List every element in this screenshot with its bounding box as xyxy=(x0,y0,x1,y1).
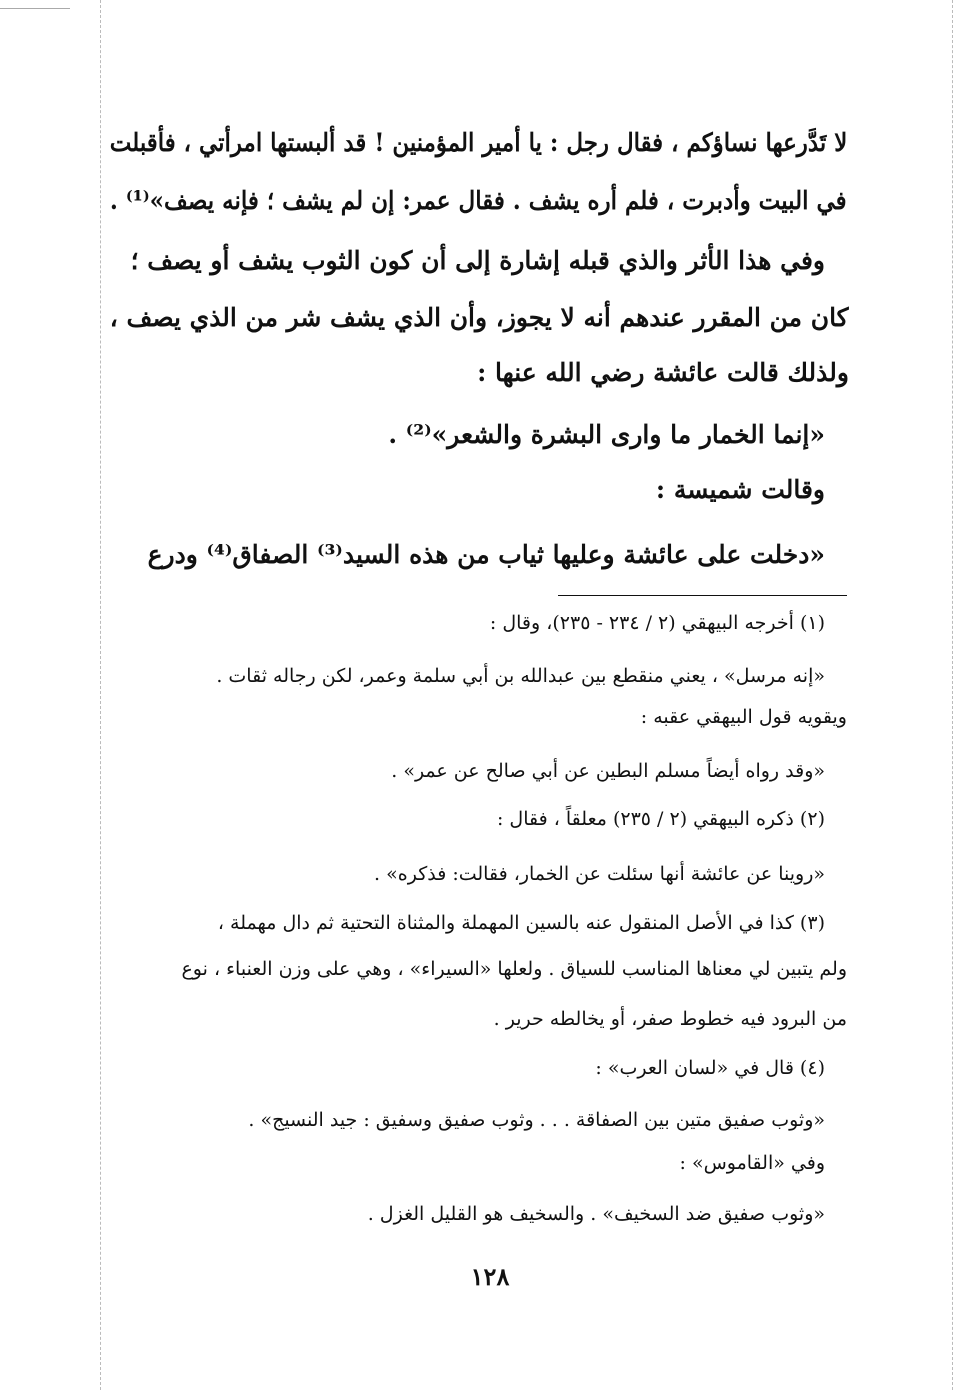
footnote-line-1: (١) أخرجه البيهقي (٢ / ٢٣٤ - ٢٣٥)، وقال : xyxy=(489,612,825,634)
footnote-line-4: «وقد رواه أيضاً مسلم البطين عن أبي صالح عن عمر» . xyxy=(391,760,825,782)
scan-margin-left xyxy=(100,0,101,1390)
footnote-line-8: ولم يتبين لي معناها المناسب للسياق . ولعلها «السيراء» ، وهي على وزن العنباء ، نوع xyxy=(181,958,847,980)
footnote-line-12: وفي «القاموس» : xyxy=(679,1152,825,1174)
scan-margin-right xyxy=(952,0,953,1390)
scan-corner-mark xyxy=(0,8,70,9)
main-line-3: وفي هذا الأثر والذي قبله إشارة إلى أن كون الثوب يشف أو يصف ؛ xyxy=(130,246,825,275)
main-line-6: «إنما الخمار ما وارى البشرة والشعر»⁽²⁾ . xyxy=(388,420,825,449)
main-line-4: كان من المقرر عندهم أنه لا يجوز، وأن الذي يشف شر من الذي يصف ، xyxy=(110,303,849,332)
footnote-line-11: «وثوب صفيق متين بين الصفاقة . . . وثوب صفيق وسفيق : جيد النسيج» . xyxy=(248,1109,825,1131)
main-line-7: وقالت شميسة : xyxy=(655,475,825,504)
footnote-line-5: (٢) ذكره البيهقي (٢ / ٢٣٥) معلقاً ، فقال : xyxy=(496,808,825,830)
main-line-8: «دخلت على عائشة وعليها ثياب من هذه السيد⁽³⁾ الصفاق⁽⁴⁾ ودرع xyxy=(147,540,825,569)
footnote-line-2: «إنه مرسل» ، يعني منقطع بين عبدالله بن أبي سلمة وعمر، لكن رجاله ثقات . xyxy=(216,665,825,687)
footnote-line-7: (٣) كذا في الأصل المنقول عنه بالسين المهملة والمثناة التحتية ثم دال مهملة ، xyxy=(217,912,825,934)
footnote-line-6: «روينا عن عائشة أنها سئلت عن الخمار، فقالت: فذكره» . xyxy=(374,863,825,885)
footnote-line-13: «وثوب صفيق ضد السخيف» . والسخيف هو القليل الغزل . xyxy=(367,1203,825,1225)
footnote-separator xyxy=(558,595,847,596)
footnote-line-9: من البرود فيه خطوط صفر، أو يخالطه حرير . xyxy=(493,1008,847,1030)
main-line-5: ولذلك قالت عائشة رضي الله عنها : xyxy=(477,358,849,387)
page-number: ١٢٨ xyxy=(470,1262,510,1291)
footnote-line-10: (٤) قال في «لسان العرب» : xyxy=(595,1057,825,1079)
main-line-1: لا تَدَّرعها نساؤكم ، فقال رجل : يا أمير المؤمنين ! قد ألبستها امرأتي ، فأقبلت xyxy=(109,128,847,157)
footnote-line-3: ويقويه قول البيهقي عقبه : xyxy=(640,706,847,728)
main-line-2: في البيت وأدبرت ، فلم أره يشف . فقال عمر: إن لم يشف ؛ فإنه يصف»⁽¹⁾ . xyxy=(110,186,847,215)
